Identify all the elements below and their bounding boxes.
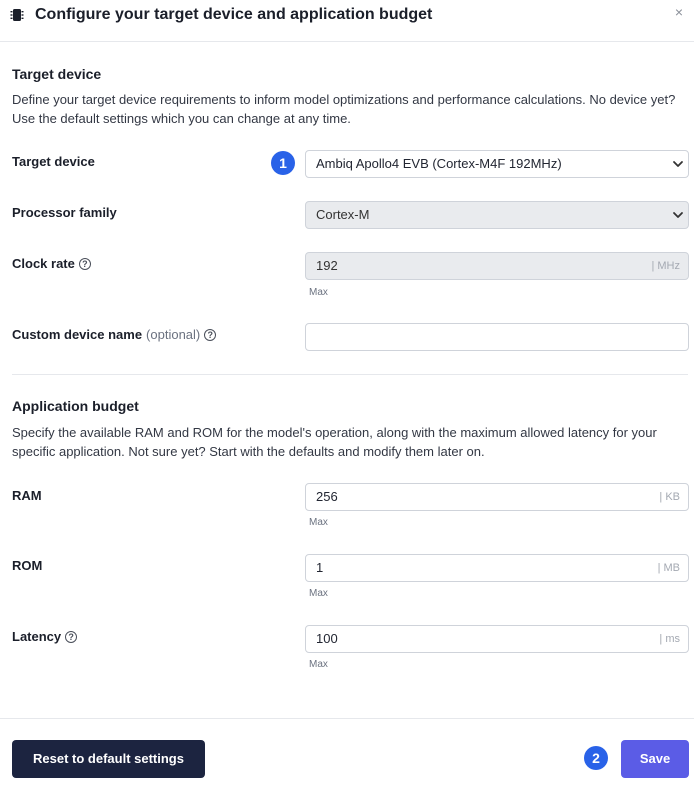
target-device-label bbox=[12, 154, 95, 169]
latency-label bbox=[12, 629, 77, 644]
help-icon[interactable]: ? bbox=[65, 631, 77, 643]
chip-icon bbox=[10, 7, 24, 23]
clock-rate-unit: | MHz bbox=[651, 260, 680, 272]
step-badge-1: 1 bbox=[271, 151, 295, 175]
clock-rate-input[interactable] bbox=[305, 252, 689, 280]
chevron-down-icon bbox=[672, 158, 684, 170]
clock-rate-hint: Max bbox=[309, 287, 328, 298]
dialog-title: Configure your target device and application budget bbox=[35, 6, 433, 23]
ram-input[interactable] bbox=[305, 483, 689, 511]
rom-label bbox=[12, 558, 42, 573]
target-device-label-text: Target device bbox=[12, 154, 95, 169]
latency-hint: Max bbox=[309, 659, 328, 670]
processor-family-label-text: Processor family bbox=[12, 205, 117, 220]
ram-unit: | KB bbox=[659, 491, 680, 503]
target-device-select-value: Ambiq Apollo4 EVB (Cortex-M4F 192MHz) bbox=[316, 156, 562, 171]
application-budget-section-title: Application budget bbox=[12, 398, 139, 414]
footer-divider bbox=[0, 718, 694, 719]
ram-label-text: RAM bbox=[12, 488, 42, 503]
rom-input[interactable] bbox=[305, 554, 689, 582]
ram-label bbox=[12, 488, 42, 503]
clock-rate-unit-text: MHz bbox=[657, 260, 680, 272]
rom-label-text: ROM bbox=[12, 558, 43, 573]
clock-rate-label bbox=[12, 256, 91, 271]
section-divider bbox=[12, 374, 688, 375]
step-badge-2: 2 bbox=[584, 746, 608, 770]
ram-hint: Max bbox=[309, 517, 328, 528]
target-device-section-description: Define your target device requirements to inform model optimizations and performance calculations. No device yet? Use the default settings which you can change at any time. bbox=[12, 92, 676, 126]
save-button[interactable]: Save bbox=[621, 740, 689, 778]
optional-tag: (optional) bbox=[146, 327, 201, 342]
help-icon[interactable]: ? bbox=[79, 258, 91, 270]
target-device-section-title: Target device bbox=[12, 66, 102, 82]
custom-device-name-input[interactable] bbox=[305, 323, 689, 351]
latency-unit-text: ms bbox=[665, 633, 680, 645]
clock-rate-label-text: Clock rate bbox=[12, 256, 75, 271]
target-device-select[interactable] bbox=[305, 150, 689, 178]
custom-device-name-label-text: Custom device name bbox=[12, 327, 143, 342]
chevron-down-icon bbox=[672, 209, 684, 221]
help-icon[interactable]: ? bbox=[204, 329, 216, 341]
latency-input[interactable] bbox=[305, 625, 689, 653]
rom-hint: Max bbox=[309, 588, 328, 599]
processor-family-label bbox=[12, 205, 117, 220]
latency-label-text: Latency bbox=[12, 629, 62, 644]
processor-family-select-value: Cortex-M bbox=[316, 207, 370, 222]
ram-value: 256 bbox=[316, 489, 338, 504]
rom-unit: | MB bbox=[657, 562, 680, 574]
clock-rate-value: 192 bbox=[316, 258, 338, 273]
custom-device-name-label bbox=[12, 327, 216, 342]
reset-to-default-button[interactable]: Reset to default settings bbox=[12, 740, 205, 778]
application-budget-section-description: Specify the available RAM and ROM for the model's operation, along with the maximum allowed latency for your specific application. Not sure yet? Start with the defaults and modify them later on. bbox=[12, 425, 657, 459]
processor-family-select[interactable] bbox=[305, 201, 689, 229]
close-icon[interactable]: × bbox=[674, 4, 684, 20]
ram-unit-text: KB bbox=[665, 491, 680, 503]
latency-value: 100 bbox=[316, 631, 338, 646]
rom-value: 1 bbox=[316, 560, 324, 575]
dialog-header bbox=[0, 0, 694, 42]
rom-unit-text: MB bbox=[663, 562, 680, 574]
latency-unit: | ms bbox=[659, 633, 680, 645]
